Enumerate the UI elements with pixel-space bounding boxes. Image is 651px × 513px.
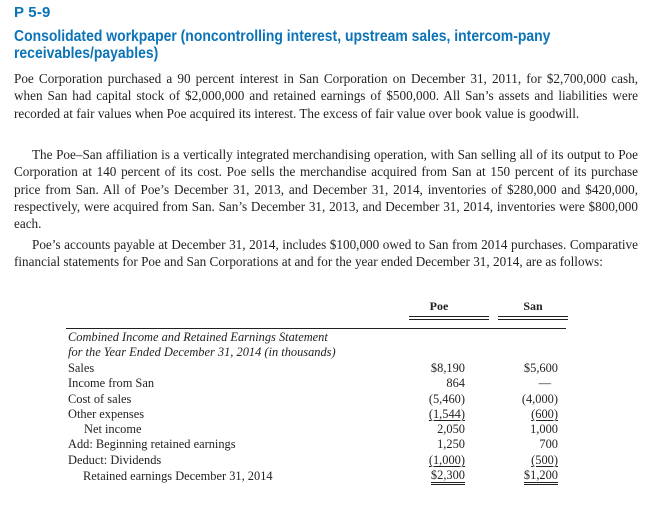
statement-caption-line1: Combined Income and Retained Earnings Statement	[68, 330, 328, 344]
row-label: Retained earnings December 31, 2014	[83, 469, 273, 483]
poe-header-rule-lower	[409, 319, 489, 320]
row-label: Cost of sales	[68, 392, 132, 406]
poe-value: (5,460)	[428, 392, 465, 406]
problem-title: Consolidated workpaper (noncontrolling interest, upstream sales, intercom-pany receivables/payables)	[14, 28, 551, 62]
poe-value: 864	[446, 376, 465, 390]
poe-value: 2,050	[437, 422, 465, 436]
statement-caption-line2: for the Year Ended December 31, 2014 (in thousands)	[68, 345, 336, 359]
paragraph-affiliation: The Poe–San affiliation is a vertically integrated merchandising operation, with San selling all of its output to Poe Corporation at 140 percent of its cost. Poe sells the merchandise acquired from San at 150 percent of its purchase price from San. All of Poe’s December 31, 2013, and December 31, 2014, inventories of $280,000 and $420,000, respectively, were acquired from San. San’s December 31, 2013, and December 31, 2014, inventories were $800,000 each.	[14, 147, 638, 232]
san-header-rule	[498, 316, 568, 317]
column-header-san: San	[523, 299, 543, 313]
table-row	[0, 392, 651, 407]
table-row	[0, 407, 651, 422]
statement-top-rule	[66, 328, 566, 329]
san-value: —	[538, 376, 551, 390]
poe-header-rule	[409, 316, 489, 317]
table-row	[0, 453, 651, 468]
san-value: (600)	[531, 407, 558, 421]
column-header-poe: Poe	[429, 299, 449, 313]
row-label: Deduct: Dividends	[68, 453, 162, 467]
table-row	[0, 376, 651, 391]
problem-number: P 5-9	[14, 4, 51, 21]
table-row	[0, 469, 651, 484]
row-label: Add: Beginning retained earnings	[68, 437, 236, 451]
san-header-rule-lower	[498, 319, 568, 320]
poe-value: 1,250	[437, 437, 465, 451]
san-value: (500)	[531, 453, 558, 467]
row-label: Other expenses	[68, 407, 145, 421]
san-value: 1,000	[530, 422, 558, 436]
san-value: $1,200	[524, 469, 558, 485]
row-label: Income from San	[68, 376, 155, 390]
table-row	[0, 437, 651, 452]
poe-value: $2,300	[431, 469, 465, 485]
poe-value: $8,190	[430, 361, 465, 375]
san-value: 700	[539, 437, 558, 451]
poe-value: (1,000)	[428, 453, 465, 467]
paragraph-acquisition: Poe Corporation purchased a 90 percent interest in San Corporation on December 31, 2011, for $2,700,000 cash, when San had capital stock of $2,000,000 and retained earnings of $500,000. All San’s assets and liabilities were recorded at fair values when Poe acquired its interest. The excess of fair value over book value is goodwill.	[14, 71, 638, 121]
row-label: Net income	[84, 422, 142, 436]
table-row	[0, 422, 651, 437]
paragraph-payables: Poe’s accounts payable at December 31, 2014, includes $100,000 owed to San from 2014 purchases. Comparative financial statements for Poe and San Corporations at and for the year ended December 31, 2014, are as follows:	[14, 237, 638, 270]
san-value: (4,000)	[521, 392, 558, 406]
row-label: Sales	[68, 361, 95, 375]
san-value: $5,600	[523, 361, 558, 375]
table-row	[0, 361, 651, 376]
poe-value: (1,544)	[428, 407, 465, 421]
